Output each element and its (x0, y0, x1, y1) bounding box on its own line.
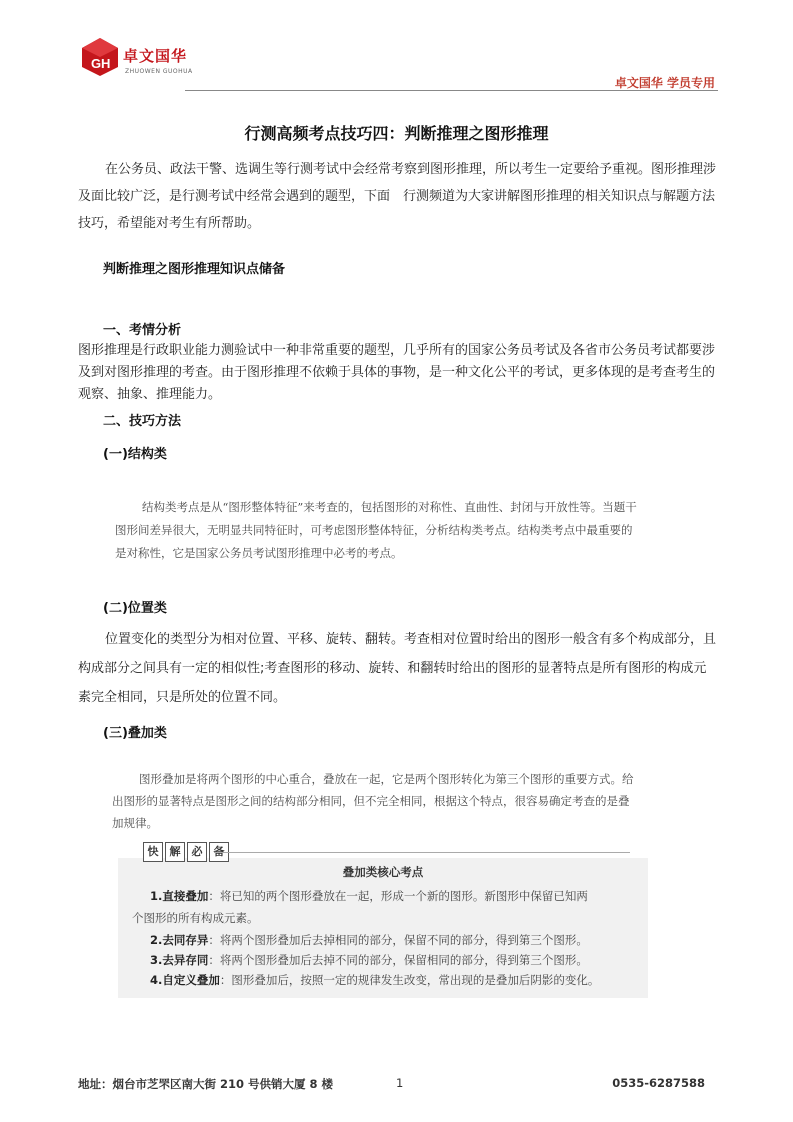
excerpt-line: 出图形的显著特点是图形之间的结构部分相同，但不完全相同，根据这个特点，很容易确定考查的是叠 (112, 794, 630, 808)
sub2-body: 位置变化的类型分为相对位置、平移、旋转、翻转。考查相对位置时给出的图形一般含有多个构成部分，且构成部分之间具有一定的相似性;考查图形的移动、旋转、和翻转时给出的图形的显著特点是所有图形的构成元素完全相同，只是所处的位置不同。 (78, 632, 717, 705)
footer-address: 地址：烟台市芝罘区南大街 210 号供销大厦 8 楼 (78, 1077, 334, 1091)
box-item (150, 932, 588, 948)
box-title: 叠加类核心考点 (342, 865, 424, 879)
section1-heading: 一、考情分析 (103, 323, 182, 338)
box-item (150, 888, 588, 904)
box-item-text: ：将两个图形叠加后去掉不同的部分，保留相同的部分，得到第三个图形。 (208, 953, 588, 967)
header-label: 卓文国华 学员专用 (614, 76, 715, 90)
box-item-label: 3.去异存同 (150, 953, 209, 967)
tag-divider (214, 852, 630, 853)
tag-char: 快 (143, 842, 163, 862)
box-item-label: 4.自定义叠加 (150, 973, 220, 987)
svg-text:G: G (91, 56, 102, 71)
section2-heading: 二、技巧方法 (103, 414, 182, 429)
excerpt-line: 图形间差异很大，无明显共同特征时，可考虑图形整体特征，分析结构类考点。结构类考点中最重要的 (115, 523, 633, 537)
structure-excerpt-image (115, 496, 675, 565)
tag-char: 备 (209, 842, 229, 862)
page-title: 行测高频考点技巧四：判断推理之图形推理 (244, 124, 549, 143)
box-item (150, 952, 588, 968)
sub3-heading: (三)叠加类 (103, 726, 167, 741)
brand-logo-icon (80, 37, 120, 77)
svg-text:H: H (101, 56, 111, 71)
excerpt-line: 是对称性，它是国家公务员考试图形推理中必考的考点。 (115, 546, 403, 560)
box-item (132, 910, 259, 926)
intro-paragraph: 在公务员、政法干警、选调生等行测考试中会经常考察到图形推理，所以考生一定要给予重视。图形推理涉及面比较广泛，是行测考试中经常会遇到的题型，下面 行测频道为大家讲解图形推理的相关知识点与解题方法技巧，希望能对考生有所帮助。 (78, 162, 717, 231)
section1-body: 图形推理是行政职业能力测验试中一种非常重要的题型，几乎所有的国家公务员考试及各省市公务员考试都要涉及到对图形推理的考查。由于图形推理不依赖于具体的事物，是一种文化公平的考试，更多体现的是考查考生的观察、抽象、推理能力。 (78, 343, 716, 402)
overlay-excerpt-image (112, 768, 652, 834)
page-number: 1 (396, 1076, 404, 1090)
box-item (150, 972, 599, 988)
footer-phone: 0535-6287588 (612, 1076, 705, 1090)
box-item-text: ：将两个图形叠加后去掉相同的部分，保留不同的部分，得到第三个图形。 (208, 933, 588, 947)
brand-name-cn: 卓文国华 (123, 47, 188, 65)
excerpt-line: 结构类考点是从“图形整体特征”来考查的，包括图形的对称性、直曲性、封闭与开放性等。当题干 (142, 500, 637, 514)
sub2-heading: (二)位置类 (103, 601, 167, 616)
header-divider (185, 90, 718, 91)
box-item-label: 2.去同存异 (150, 933, 209, 947)
excerpt-line: 加规律。 (112, 816, 158, 830)
tag-char: 解 (165, 842, 185, 862)
excerpt-line: 图形叠加是将两个图形的中心重合，叠放在一起，它是两个图形转化为第三个图形的重要方式。给 (139, 772, 634, 786)
sub1-heading: (一)结构类 (103, 447, 167, 462)
brand-name-en: ZHUOWEN GUOHUA (125, 68, 193, 75)
box-item-text: ：将已知的两个图形叠放在一起，形成一个新的图形。新图形中保留已知两 (208, 889, 588, 903)
tag-char: 必 (187, 842, 207, 862)
box-item-text: 个图形的所有构成元素。 (132, 911, 259, 925)
knowledge-heading: 判断推理之图形推理知识点储备 (103, 262, 286, 277)
box-item-label: 1.直接叠加 (150, 889, 209, 903)
box-item-text: ：图形叠加后，按照一定的规律发生改变，常出现的是叠加后阴影的变化。 (219, 973, 600, 987)
